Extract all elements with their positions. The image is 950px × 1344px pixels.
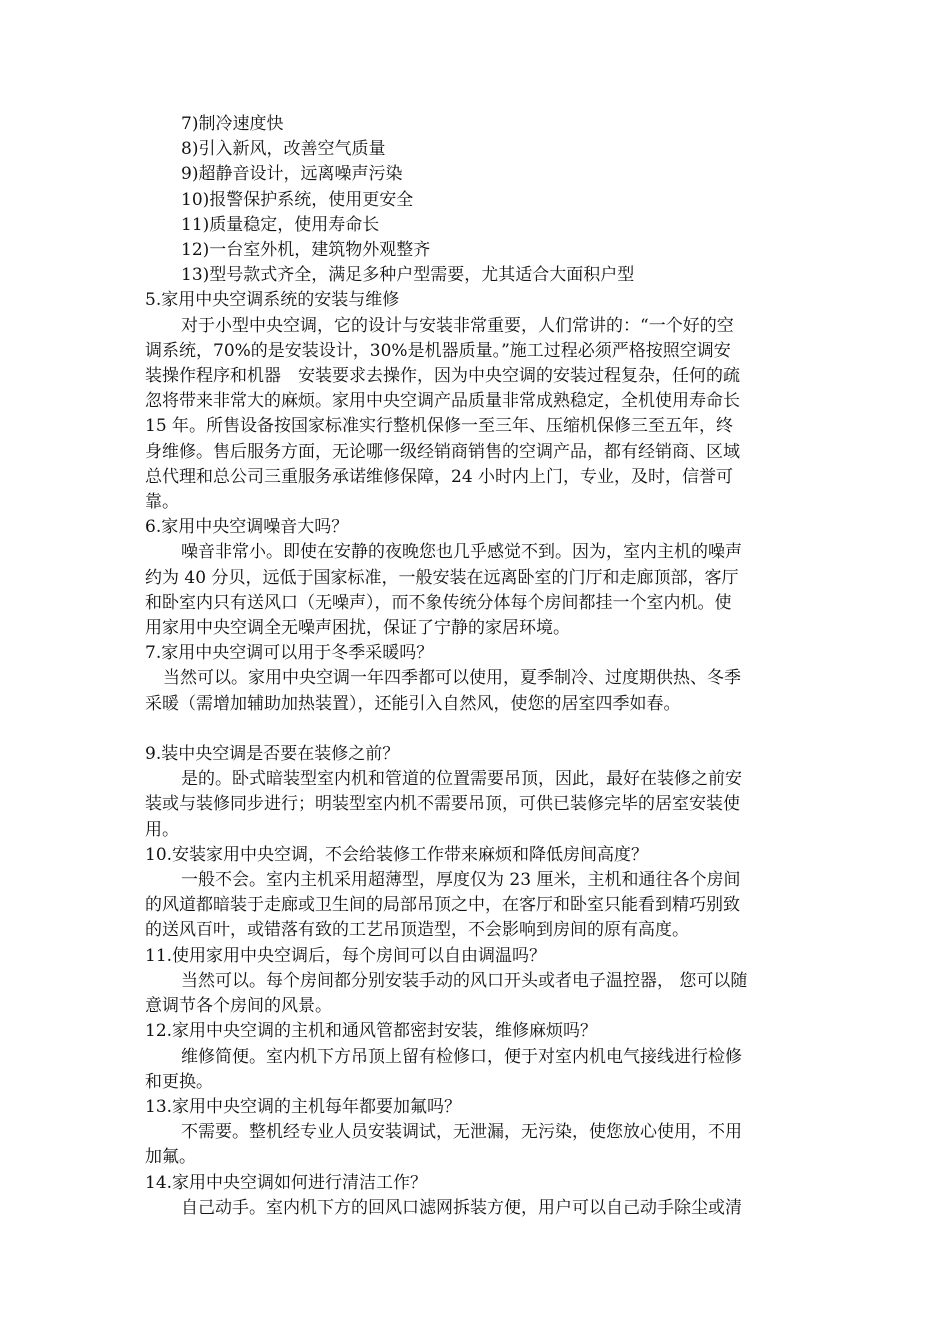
paragraph-line: 装或与装修同步进行；明装型室内机不需要吊顶，可供已装修完毕的居室安装使 — [145, 794, 740, 815]
section-heading: 9.装中央空调是否要在装修之前？ — [145, 744, 400, 765]
document-page — [145, 112, 808, 1221]
section-refrigerant — [145, 1095, 808, 1171]
paragraph-line: 身维修。售后服务方面，无论哪一级经销商销售的空调产品，都有经销商、区域 — [145, 441, 740, 462]
paragraph-line: 装操作程序和机器 安装要求去操作，因为中央空调的安装过程复杂，任何的疏 — [145, 366, 740, 387]
section-winter-heating — [145, 641, 808, 717]
paragraph-line: 用家用中央空调全无噪声困扰，保证了宁静的家居环境。 — [145, 618, 570, 639]
list-item: 11)质量稳定，使用寿命长 — [181, 214, 380, 235]
paragraph-line: 15 年。所售设备按国家标准实行整机保修一至三年、压缩机保修三至五年，终 — [145, 416, 734, 437]
paragraph-line: 维修简便。室内机下方吊顶上留有检修口，便于对室内机电气接线进行检修 — [181, 1046, 742, 1067]
paragraph-line: 当然可以。家用中央空调一年四季都可以使用，夏季制冷、过度期供热、冬季 — [163, 668, 741, 689]
list-item: 10)报警保护系统，使用更安全 — [181, 189, 414, 210]
paragraph-line: 调系统，70%的是安装设计，30%是机器质量。”施工过程必须严格按照空调安 — [145, 340, 731, 361]
paragraph-line: 当然可以。每个房间都分别安装手动的风口开头或者电子温控器， 您可以随 — [181, 970, 748, 991]
paragraph-line: 意调节各个房间的风景。 — [145, 996, 332, 1017]
section-cleaning — [145, 1171, 808, 1221]
paragraph-line: 和卧室内只有送风口（无噪声），而不象传统分体每个房间都挂一个室内机。使 — [145, 592, 732, 613]
section-heading: 5.家用中央空调系统的安装与维修 — [145, 290, 400, 311]
section-before-renovation — [145, 742, 808, 843]
paragraph-line: 加氟。 — [145, 1147, 196, 1168]
paragraph-line: 靠。 — [145, 492, 179, 513]
section-heading: 12.家用中央空调的主机和通风管都密封安装，维修麻烦吗？ — [145, 1021, 598, 1042]
paragraph-line: 忽将带来非常大的麻烦。家用中央空调产品质量非常成熟稳定，全机使用寿命长 — [145, 391, 740, 412]
paragraph-line: 约为 40 分贝，远低于国家标准，一般安装在远离卧室的门厅和走廊顶部，客厅 — [145, 567, 739, 588]
paragraph-line: 和更换。 — [145, 1071, 213, 1092]
section-maintenance — [145, 1019, 808, 1095]
section-heading: 6.家用中央空调噪音大吗？ — [145, 517, 349, 538]
paragraph-line: 对于小型中央空调，它的设计与安装非常重要，人们常讲的：“一个好的空 — [181, 315, 734, 336]
section-noise — [145, 515, 808, 641]
section-heading: 13.家用中央空调的主机每年都要加氟吗？ — [145, 1096, 462, 1117]
section-heading: 7.家用中央空调可以用于冬季采暖吗？ — [145, 643, 434, 664]
paragraph-line: 自己动手。室内机下方的回风口滤网拆装方便，用户可以自己动手除尘或清 — [181, 1197, 742, 1218]
list-item: 8)引入新风，改善空气质量 — [181, 139, 386, 160]
list-item: 9)超静音设计，远离噪声污染 — [181, 164, 403, 185]
section-room-temperature — [145, 944, 808, 1020]
paragraph-line: 的风道都暗装于走廊或卫生间的局部吊顶之中，在客厅和卧室只能看到精巧别致 — [145, 895, 740, 916]
section-room-height — [145, 843, 808, 944]
section-installation — [145, 288, 808, 515]
paragraph-line: 噪音非常小。即使在安静的夜晚您也几乎感觉不到。因为，室内主机的噪声 — [181, 542, 742, 563]
section-heading: 11.使用家用中央空调后，每个房间可以自由调温吗？ — [145, 945, 547, 966]
paragraph-line: 采暖（需增加辅助加热装置），还能引入自然风，使您的居室四季如春。 — [145, 693, 681, 714]
list-item: 12)一台室外机，建筑物外观整齐 — [181, 240, 431, 261]
feature-list — [145, 112, 808, 288]
paragraph-line: 用。 — [145, 819, 179, 840]
blank-line — [145, 717, 808, 742]
paragraph-line: 是的。卧式暗装型室内机和管道的位置需要吊顶，因此，最好在装修之前安 — [181, 769, 742, 790]
paragraph-line: 的送风百叶，或错落有致的工艺吊顶造型，不会影响到房间的原有高度。 — [145, 920, 689, 941]
paragraph-line: 一般不会。室内主机采用超薄型，厚度仅为 23 厘米，主机和通往各个房间 — [181, 870, 741, 891]
paragraph-line: 总代理和总公司三重服务承诺维修保障，24 小时内上门，专业，及时，信誉可 — [145, 466, 734, 487]
section-heading: 14.家用中央空调如何进行清洁工作？ — [145, 1172, 428, 1193]
paragraph-line: 不需要。整机经专业人员安装调试，无泄漏，无污染，使您放心使用，不用 — [181, 1122, 742, 1143]
section-heading: 10.安装家用中央空调，不会给装修工作带来麻烦和降低房间高度？ — [145, 844, 649, 865]
list-item: 7)制冷速度快 — [181, 114, 284, 134]
list-item: 13)型号款式齐全，满足多种户型需要，尤其适合大面积户型 — [181, 265, 635, 286]
